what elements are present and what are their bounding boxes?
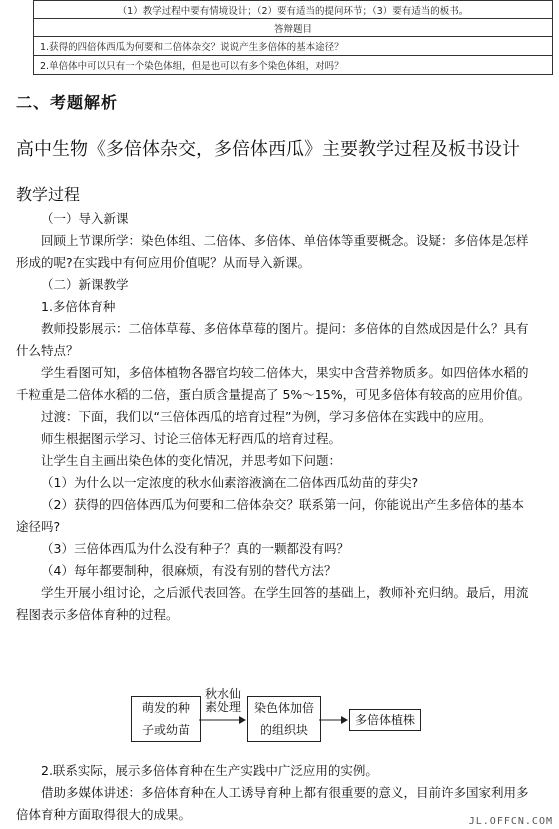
paragraph: （1）为什么以一定浓度的秋水仙素溶液滴在二倍体西瓜幼苗的芽尖? — [41, 475, 419, 490]
flow-box-seedling-line2: 子或幼苗 — [141, 723, 190, 737]
defense-question-2: 2.单倍体中可以只有一个染色体组，但是也可以有多个染色体组，对吗？ — [34, 56, 553, 75]
paragraph: 学生开展小组讨论，之后派代表回答。在学生回答的基础上，教师补充归纳。最后，用流程图表示多倍体育种的过程。 — [16, 585, 529, 622]
flow-arrow2-icon — [319, 714, 349, 726]
flow-arrow1-icon — [199, 714, 247, 726]
paragraph: 借助多媒体讲述：多倍体育种在人工诱导育种上都有很重要的意义，目前许多国家利用多倍体育种方面取得很大的成果。 — [16, 785, 529, 822]
paragraph: 让学生自主画出染色体的变化情况，并思考如下问题： — [41, 453, 342, 468]
paragraph: （4）每年都要制种，很麻烦，有没有别的替代方法？ — [41, 563, 337, 578]
breeding-flowchart — [0, 688, 559, 752]
flow-arrow1-label-line2: 素处理 — [204, 700, 241, 714]
paragraph: （2）获得的四倍体西瓜为何要和二倍体杂交？联系第一问，你能说出产生多倍体的基本途径吗? — [16, 497, 524, 534]
page-title: 高中生物《多倍体杂交，多倍体西瓜》主要教学过程及板书设计 — [16, 139, 520, 160]
paragraph: （3）三倍体西瓜为什么没有种子？真的一颗都没有吗？ — [41, 541, 349, 556]
paragraph: 1.多倍体育种 — [41, 299, 116, 314]
paragraph: （二）新课教学 — [41, 277, 129, 292]
paragraph: 学生看图可知，多倍体植物各器官均较二倍体大，果实中含营养物质多。如四倍体水稻的千粒重是二倍体水稻的二倍，蛋白质含量提高了 5%～15%，可见多倍体有较高的应用价值。 — [16, 365, 531, 402]
flow-box-polyploid-plant: 多倍体植株 — [349, 709, 421, 731]
flow-box-seedling — [131, 696, 201, 742]
paragraph: 过渡：下面，我们以“三倍体西瓜的培育过程”为例，学习多倍体在实践中的应用。 — [41, 409, 492, 424]
flow-box-doubled-tissue-line1: 染色体加倍 — [253, 701, 314, 715]
sub-heading: 教学过程 — [16, 185, 81, 204]
paragraph: 教师投影展示：二倍体草莓、多倍体草莓的图片。提问：多倍体的自然成因是什么？具有什么特点？ — [16, 321, 529, 358]
watermark: JL.OFFCN.COM — [468, 816, 553, 827]
paragraph: 师生根据图示学习、讨论三倍体无籽西瓜的培育过程。 — [41, 431, 342, 446]
flow-arrow1-label-line1: 秋水仙 — [204, 687, 241, 701]
paragraph: 2.联系实际，展示多倍体育种在生产实践中广泛应用的实例。 — [41, 763, 378, 778]
flow-box-doubled-tissue-line2: 的组织块 — [259, 723, 308, 737]
requirements-cell: （1）教学过程中要有情境设计；（2）要有适当的提问环节；（3）要有适当的板书。 — [34, 1, 553, 19]
section-heading: 二、考题解析 — [16, 93, 119, 112]
teaching-process-body-part1 — [16, 208, 536, 626]
flow-box-seedling-line1: 萌发的种 — [141, 701, 190, 715]
defense-questions-header: 答辩题目 — [34, 19, 553, 37]
teaching-process-body-part2 — [16, 760, 536, 826]
paragraph: 回顾上节课所学：染色体组、二倍体、多倍体、单倍体等重要概念。设疑：多倍体是怎样形成的呢?在实践中有何应用价值呢？从而导入新课。 — [16, 233, 529, 270]
paragraph: （一）导入新课 — [41, 211, 129, 226]
defense-question-1: 1.获得的四倍体西瓜为何要和二倍体杂交？说说产生多倍体的基本途径？ — [34, 37, 553, 56]
flow-box-doubled-tissue — [247, 696, 321, 742]
flow-arrow1-label — [199, 688, 247, 714]
exam-requirements-table — [33, 0, 553, 75]
